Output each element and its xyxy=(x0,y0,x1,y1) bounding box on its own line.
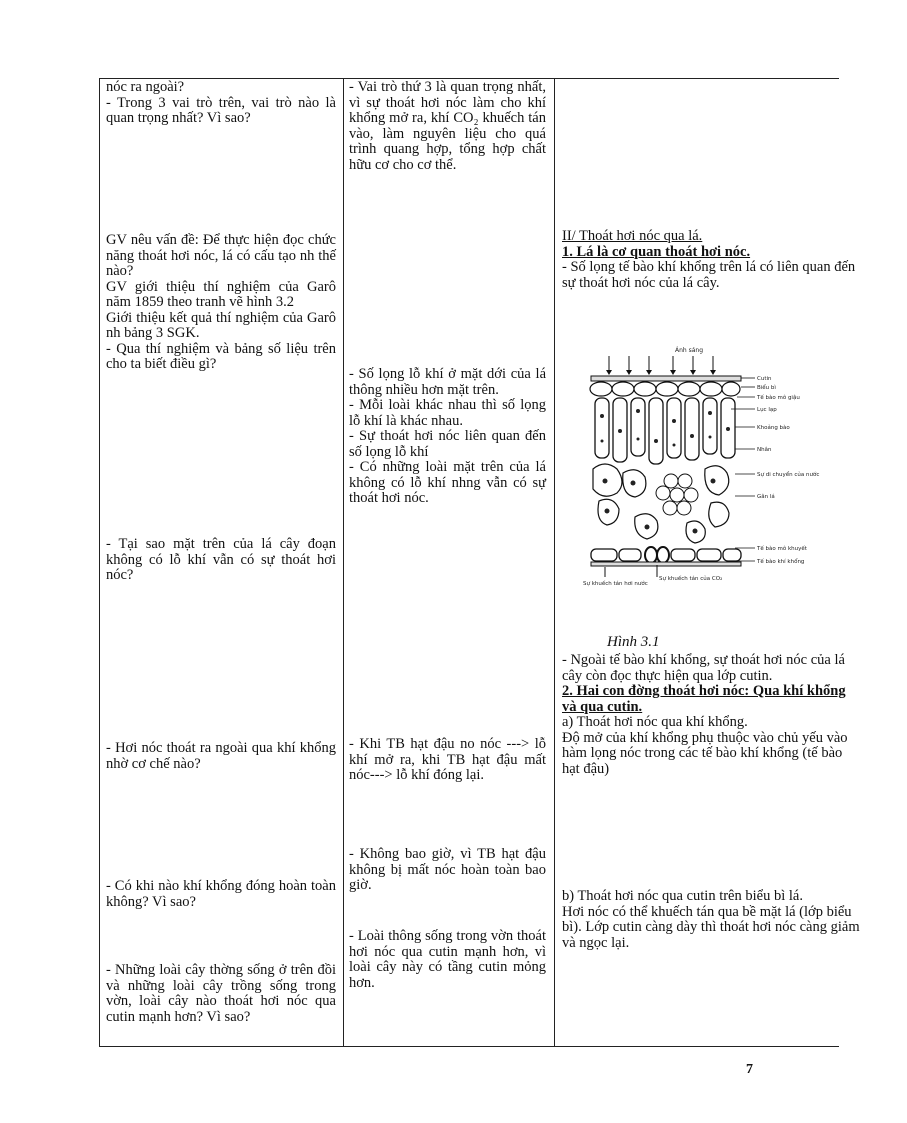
subsection-b-title: b) Thoát hơi nóc qua cutin trên biểu bì lá. xyxy=(562,888,803,904)
col2-text: - Mỗi loài khác nhau thì số lọng lỗ khí là khác nhau. xyxy=(349,397,546,429)
heading-1: 1. Lá là cơ quan thoát hơi nóc. xyxy=(562,243,751,260)
heading-2: 2. Hai con đờng thoát hơi nóc: Qua khí khổng và qua cutin. xyxy=(562,683,846,715)
page-number: 7 xyxy=(746,1062,753,1077)
figure-label-cutin: Cutin xyxy=(757,376,772,382)
figure-label-co2-diffusion: Sự khuếch tán của CO₂ xyxy=(659,576,723,582)
col1-text: - Hơi nóc thoát ra ngoài qua khí khổng nhờ cơ chế nào? xyxy=(106,740,336,772)
column-divider-1 xyxy=(343,79,344,1046)
col3-block-3 xyxy=(562,889,862,951)
col1-text: GV giới thiệu thí nghiệm của Garô năm 1859 theo tranh vẽ hình 3.2 xyxy=(106,278,336,310)
col2-text: - Khi TB hạt đậu no nóc ---> lỗ khí mở ra, khi TB hạt đậu mất nóc---> lỗ khí đóng lại. xyxy=(349,736,546,783)
col2-text: - Vai trò thứ 3 là quan trọng nhất, vì sự thoát hơi nóc làm cho khí khổng mở ra, khí CO₂ khuếch tán vào, làm nguyên liệu cho quá trình quang hợp, tổng hợp chất hữu cơ cho cơ thể. xyxy=(349,79,546,173)
figure-label-vein: Gân lá xyxy=(757,494,775,500)
table-border-left xyxy=(99,79,100,1046)
figure-label-chloroplast: Lục lạp xyxy=(757,407,777,413)
col2-text: - Không bao giờ, vì TB hạt đậu không bị mất nóc hoàn toàn bao giờ. xyxy=(349,846,546,893)
col1-text: - Tại sao mặt trên của lá cây đoạn không có lỗ khí vẫn có sự thoát hơi nóc? xyxy=(106,536,336,583)
col1-text: - Trong 3 vai trò trên, vai trò nào là quan trọng nhất? Vì sao? xyxy=(106,94,336,126)
figure-light-label: Ánh sáng xyxy=(675,347,704,354)
col2-text: - Có những loài mặt trên của lá không có lỗ khí nhng vẫn có sự thoát hơi nóc. xyxy=(349,459,546,506)
subsection-a-title: a) Thoát hơi nóc qua khí khổng. xyxy=(562,714,748,730)
col3-block-1 xyxy=(562,229,862,291)
col3-text: Hơi nóc có thể khuếch tán qua bề mặt lá (lớp biểu bì). Lớp cutin càng dày thì thoát hơi nóc càng giảm và ngọc lại. xyxy=(562,903,860,951)
col1-block-2 xyxy=(106,233,336,373)
section-title: II/ Thoát hơi nóc qua lá. xyxy=(562,228,703,244)
col1-text: - Qua thí nghiệm và bảng số liệu trên cho ta biết điều gì? xyxy=(106,340,336,372)
sunlight-arrows xyxy=(609,356,713,373)
col3-text: Độ mở của khí khổng phụ thuộc vào chủ yếu vào hàm lọng nóc trong các tế bào khí khổng (tế bào hạt đậu) xyxy=(562,729,848,777)
figure-caption: Hình 3.1 xyxy=(607,634,660,650)
col1-text: - Có khi nào khí khổng đóng hoàn toàn không? Vì sao? xyxy=(106,878,336,910)
col3-text: - Số lọng tế bào khí khổng trên lá có liên quan đến sự thoát hơi nóc của lá cây. xyxy=(562,259,856,291)
col2-text: - Số lọng lỗ khí ở mặt dới của lá thông nhiều hơn mặt trên. xyxy=(349,366,546,398)
column-divider-2 xyxy=(554,79,555,1046)
figure-label-nucleus: Nhân xyxy=(757,447,772,453)
figure-label-palisade: Tế bào mô giậu xyxy=(757,395,800,401)
figure-label-air-space: Khoảng bào xyxy=(757,425,790,431)
subsection-a xyxy=(562,715,862,731)
col2-text: - Loài thông sống trong vờn thoát hơi nóc qua cutin mạnh hơn, vì loài cây này có tầng cutin mỏng hơn. xyxy=(349,928,546,991)
figure-label-vapor-diffusion: Sự khuếch tán hơi nước xyxy=(583,581,648,587)
col1-block-1 xyxy=(106,80,336,127)
col3-text: - Ngoài tế bào khí khổng, sự thoát hơi nóc của lá cây còn đọc thực hiện qua lớp cutin. xyxy=(562,652,845,684)
col1-text: - Những loài cây thờng sống ở trên đồi và những loài cây trồng sống trong vờn, loài cây nào thoát hơi nóc qua cutin mạnh hơn? Vì sao? xyxy=(106,962,336,1025)
figure-label-water-movement: Sự di chuyển của nước xyxy=(757,472,820,478)
col1-text: nóc ra ngoài? xyxy=(106,79,185,95)
col2-block-2 xyxy=(349,367,546,507)
col1-text: Giới thiệu kết quả thí nghiệm của Garô nh bảng 3 SGK. xyxy=(106,309,336,341)
col2-text: - Sự thoát hơi nóc liên quan đến số lọng lỗ khí xyxy=(349,428,546,460)
lesson-table xyxy=(99,78,860,1047)
figure-label-stomata: Tế bào khí khổng xyxy=(757,559,805,565)
col3-block-2 xyxy=(562,653,862,777)
figure-label-spongy: Tế bào mô khuyết xyxy=(757,546,807,552)
figure-label-epidermis: Biểu bì xyxy=(757,385,776,391)
col1-text: GV nêu vấn đề: Để thực hiện đọc chức năng thoát hơi nóc, lá có cấu tạo nh thế nào? xyxy=(106,232,336,279)
leaf-cross-section-figure xyxy=(575,341,839,601)
